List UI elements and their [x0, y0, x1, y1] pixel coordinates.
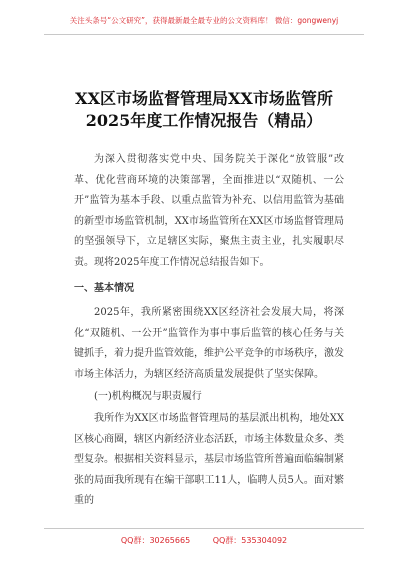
subsection1-paragraph: 我所作为XX区市场监督管理局的基层派出机构，地处XX区核心商圈，辖区内新经济业态活跃，市场主体数量众多、类型复杂。根据相关资料显示，基层市场监管所普遍面临编制紧张的局面我所现有在编干部职工11人，临聘人员5人。面对繁重的 [74, 413, 344, 506]
footer-qq-group-1: QQ群：30265665 [120, 536, 191, 545]
title-line-2: 2025年度工作情况报告（精品） [85, 111, 323, 130]
header-divider [44, 34, 364, 35]
subsection-heading-organization: (一)机构概况与职责履行 [94, 391, 202, 402]
document-title [40, 88, 368, 132]
section-heading-basic: 一、基本情况 [74, 283, 134, 294]
title-line-1: XX区市场监督管理局XX市场监管所 [75, 89, 333, 108]
footer-divider [44, 528, 364, 529]
intro-paragraph: 为深入贯彻落实党中央、国务院关于深化“放管服”改革、优化营商环境的决策部署，全面推进以“双随机、一公开”监管为基本手段、以重点监管为补充、以信用监管为基础的新型市场监管机制，XX市场监管所在XX区市场监督管理局的坚强领导下，立足辖区实际，聚焦主责主业，扎实履职尽责。现将2025年度工作情况总结报告如下。 [74, 154, 344, 268]
section1-paragraph: 2025年，我所紧密围绕XX区经济社会发展大局，将深化“双随机、一公开”监管作为事中事后监管的核心任务与关键抓手，着力提升监管效能，维护公平竞争的市场秩序，激发市场主体活力，为辖区经济高质量发展提供了坚实保障。 [74, 307, 344, 380]
footer [0, 535, 408, 546]
header-banner: 关注头条号“公文研究”，获得最新最全最专业的公文资料库！ 微信：gongwenyj [69, 16, 339, 25]
footer-qq-group-2: QQ群：535304092 [212, 536, 288, 545]
document-body [74, 150, 344, 512]
